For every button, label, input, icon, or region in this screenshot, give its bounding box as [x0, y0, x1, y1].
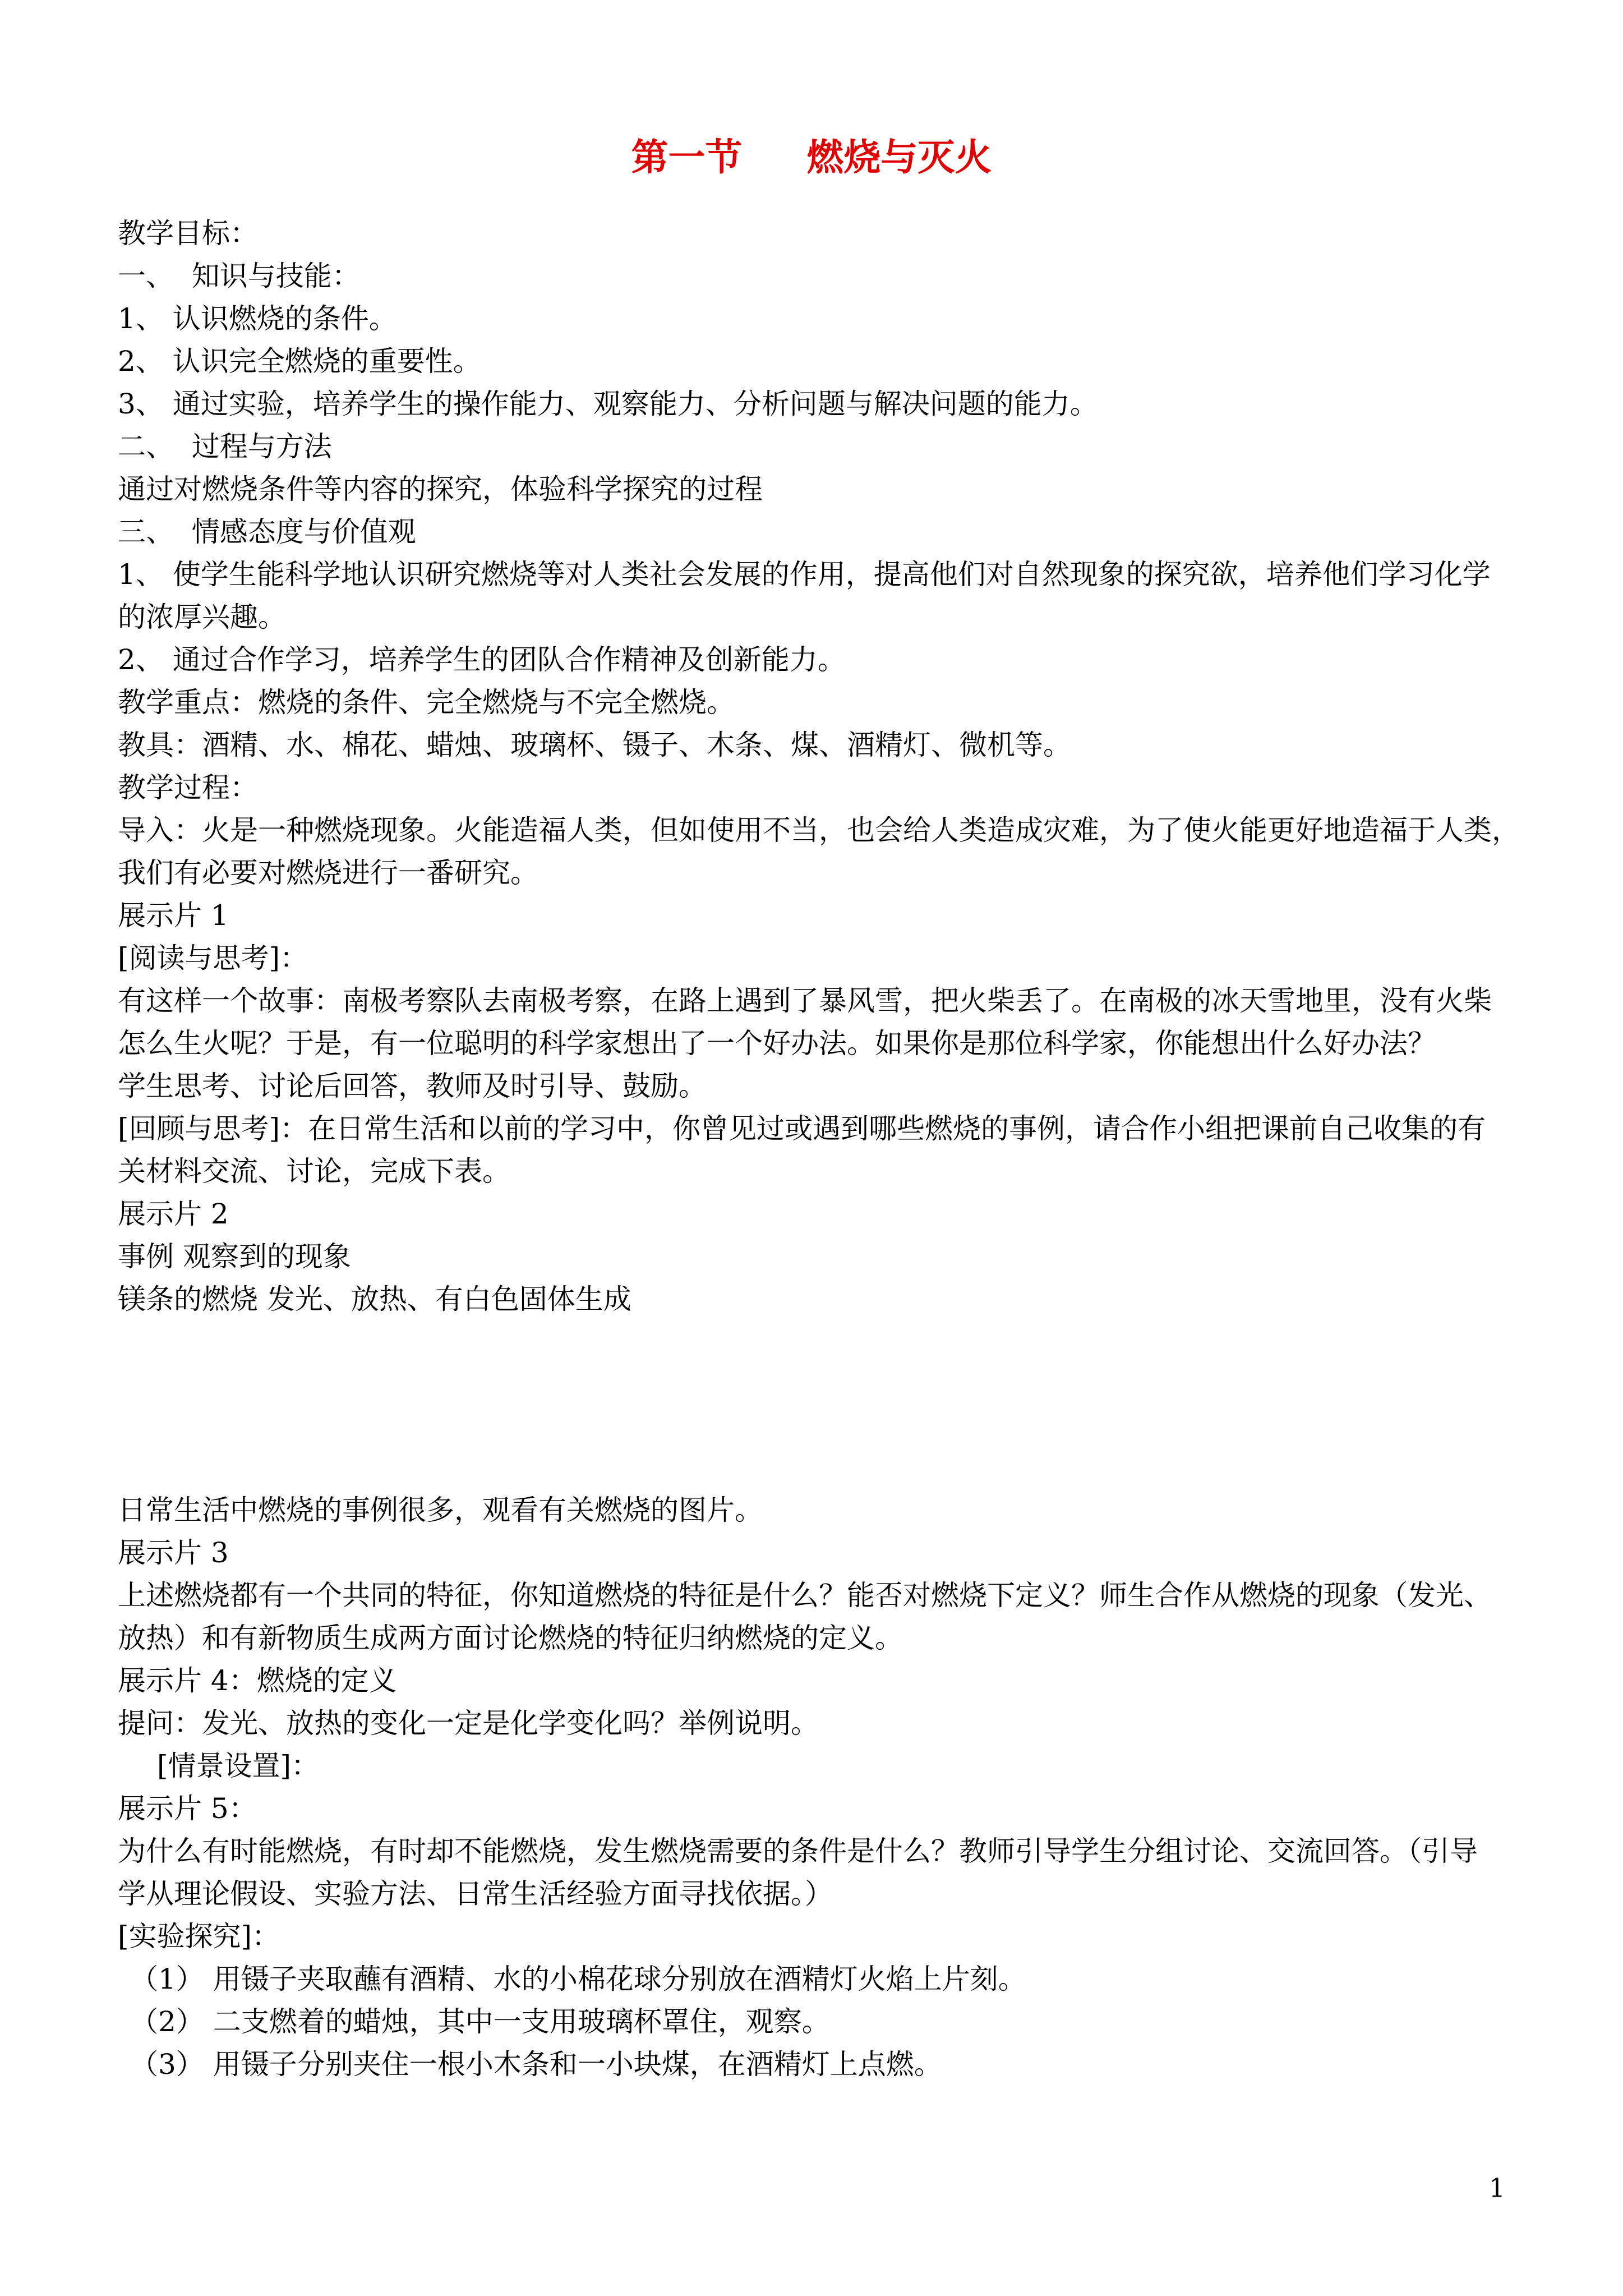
text-line: [情景设置]：: [157, 1750, 320, 1782]
text-line: （3） 用镊子分别夹住一根小木条和一小块煤，在酒精灯上点燃。: [130, 2048, 942, 2081]
text-line: 上述燃烧都有一个共同的特征，你知道燃烧的特征是什么？能否对燃烧下定义？师生合作从燃烧的现象（发光、: [118, 1579, 1492, 1612]
text-line: 提问：发光、放热的变化一定是化学变化吗？举例说明。: [118, 1707, 819, 1740]
text-line: 学生思考、讨论后回答，教师及时引导、鼓励。: [118, 1070, 707, 1102]
text-line: 教学过程：: [118, 771, 258, 804]
text-line: 我们有必要对燃烧进行一番研究。: [118, 857, 538, 889]
text-line: 2、 通过合作学习，培养学生的团队合作精神及创新能力。: [118, 643, 846, 676]
text-line: 教具：酒精、水、棉花、蜡烛、玻璃杯、镊子、木条、煤、酒精灯、微机等。: [118, 729, 1071, 761]
text-line: 有这样一个故事：南极考察队去南极考察，在路上遇到了暴风雪，把火柴丢了。在南极的冰天雪地里，没有火柴: [118, 984, 1492, 1017]
text-line: 关材料交流、讨论，完成下表。: [118, 1155, 510, 1188]
text-line: [实验探究]：: [118, 1920, 280, 1953]
text-line: 1、 使学生能科学地认识研究燃烧等对人类社会发展的作用，提高他们对自然现象的探究欲，培养他们学习化学: [118, 558, 1491, 591]
text-line: 为什么有时能燃烧，有时却不能燃烧，发生燃烧需要的条件是什么？教师引导学生分组讨论、交流回答。（引导: [118, 1835, 1478, 1867]
text-line: 展示片 4：燃烧的定义: [118, 1664, 397, 1697]
text-line: 3、 通过实验，培养学生的操作能力、观察能力、分析问题与解决问题的能力。: [118, 388, 1098, 420]
text-line: 二、 过程与方法: [118, 430, 332, 463]
text-line: [回顾与思考]：在日常生活和以前的学习中，你曾见过或遇到哪些燃烧的事例，请合作小组把课前自己收集的有: [118, 1112, 1486, 1145]
text-line: 展示片 1: [118, 899, 229, 932]
text-line: 事例 观察到的现象: [118, 1240, 351, 1273]
text-line: 一、 知识与技能：: [118, 260, 360, 292]
text-line: 镁条的燃烧 发光、放热、有白色固体生成: [118, 1283, 631, 1315]
text-line: 导入：火是一种燃烧现象。火能造福人类，但如使用不当，也会给人类造成灾难，为了使火能更好地造福于人类，: [118, 814, 1520, 846]
text-line: 三、 情感态度与价值观: [118, 516, 416, 548]
text-line: 展示片 5：: [118, 1792, 257, 1825]
text-line: （1） 用镊子夹取蘸有酒精、水的小棉花球分别放在酒精灯火焰上片刻。: [130, 1963, 1026, 1995]
page-title: 第一节 燃烧与灭火: [631, 136, 992, 179]
page-number: 1: [1488, 2173, 1505, 2203]
text-line: （2） 二支燃着的蜡烛，其中一支用玻璃杯罩住，观察。: [130, 2005, 830, 2038]
text-line: 通过对燃烧条件等内容的探究，体验科学探究的过程: [118, 473, 763, 505]
text-line: 学从理论假设、实验方法、日常生活经验方面寻找依据。）: [118, 1878, 833, 1910]
text-line: 的浓厚兴趣。: [118, 601, 286, 633]
text-line: 怎么生火呢？于是，有一位聪明的科学家想出了一个好办法。如果你是那位科学家，你能想出什么好办法？: [118, 1027, 1436, 1060]
text-line: 展示片 2: [118, 1198, 229, 1230]
text-line: 展示片 3: [118, 1536, 229, 1569]
text-line: 2、 认识完全燃烧的重要性。: [118, 345, 481, 378]
text-line: 日常生活中燃烧的事例很多，观看有关燃烧的图片。: [118, 1494, 763, 1526]
text-line: 教学重点：燃烧的条件、完全燃烧与不完全燃烧。: [118, 686, 735, 719]
text-line: [阅读与思考]：: [118, 942, 308, 974]
text-line: 1、 认识燃烧的条件。: [118, 302, 397, 335]
text-line: 放热）和有新物质生成两方面讨论燃烧的特征归纳燃烧的定义。: [118, 1622, 903, 1654]
text-line: 教学目标：: [118, 217, 258, 250]
